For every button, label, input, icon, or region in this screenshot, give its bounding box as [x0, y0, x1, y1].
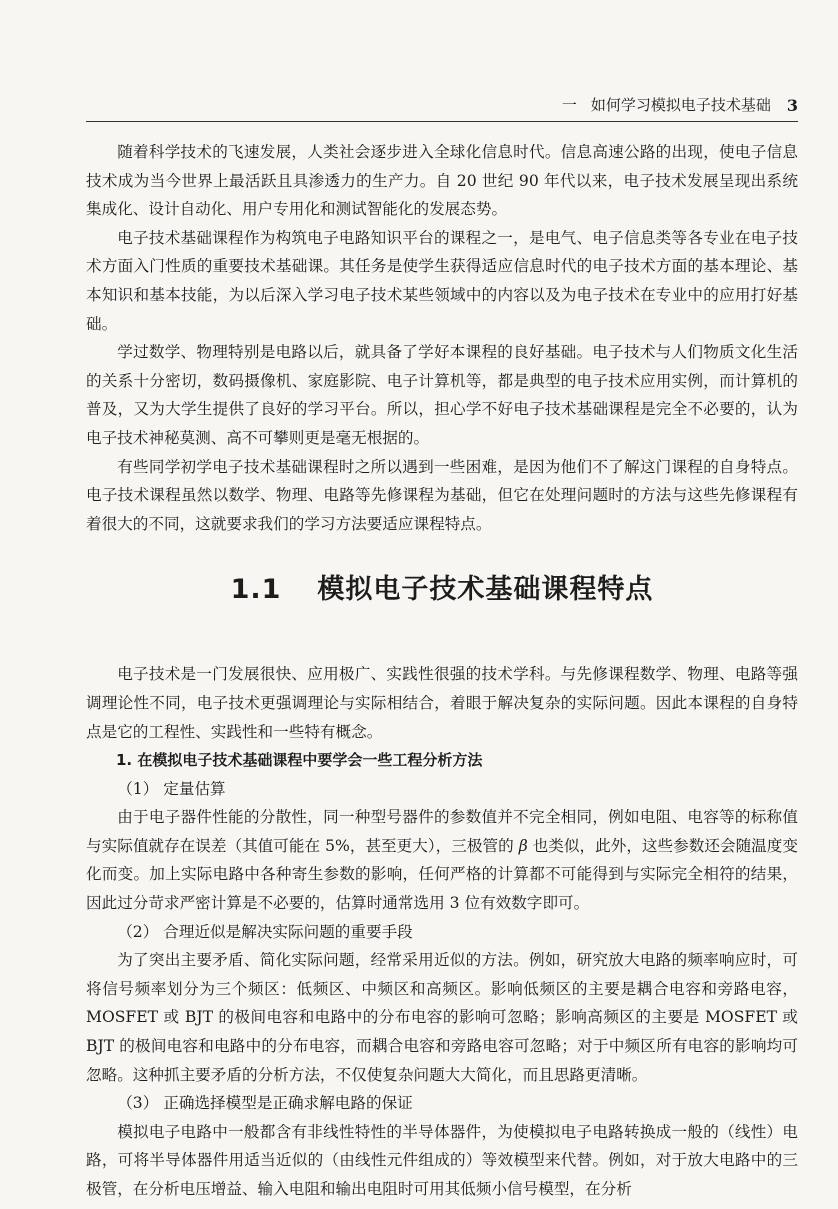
item-1-title: （1） 定量估算 [117, 779, 226, 798]
running-header [86, 88, 798, 122]
item-3-text: 模拟电子电路中一般都含有非线性特性的半导体器件，为使模拟电子电路转换成一般的（线性）电路，可将半导体器件用适当近似的（由线性元件组成的）等效模型来代替。例如，对于放大电路中的三极管，在分析电压增益、输入电阻和输出电阻时可用其低频小信号模型，在分析 [86, 1122, 798, 1198]
item-1-text [86, 803, 798, 917]
item-1-text-b: 也类似，此外，这些参数还会随温度变化而变。加上实际电路中各种寄生参数的影响，任何严格的计算都不可能得到与实际完全相符的结果，因此过分苛求严密计算是不必要的，估算时通常选用 3 位有效数字即可。 [86, 836, 798, 913]
beta-symbol: β [518, 836, 528, 855]
header-title: 如何学习模拟电子技术基础 [590, 96, 771, 114]
page-number: 3 [786, 96, 798, 115]
item-2-text: 为了突出主要矛盾、简化实际问题，经常采用近似的方法。例如，研究放大电路的频率响应时，可将信号频率划分为三个频区：低频区、中频区和高频区。影响低频区的主要是耦合电容和旁路电容，MOSFET 或 BJT 的极间电容和电路中的分布电容的影响可忽略；影响高频区的主要是 MOSFET 或 BJT 的极间电容和电路中的分布电容，而耦合电容和旁路电容可忽略；对于中频区所有电容的影响均可忽略。这种抓主要矛盾的分析方法，不仅使复杂问题大大简化，而且思路更清晰。 [86, 951, 798, 1084]
intro-paragraph: 电子技术基础课程作为构筑电子电路知识平台的课程之一，是电气、电子信息类等各专业在电子技术方面入门性质的重要技术基础课。其任务是使学生获得适应信息时代的电子技术方面的基本理论、基本知识和基本技能，为以后深入学习电子技术某些领域中的内容以及为电子技术在专业中的应用打好基础。 [86, 228, 798, 333]
section-heading [86, 560, 798, 620]
section-intro: 电子技术是一门发展很快、应用极广、实践性很强的技术学科。与先修课程数学、物理、电路等强调理论性不同，电子技术更强调理论与实际相结合，着眼于解决复杂的实际问题。因此本课程的自身特点是它的工程性、实践性和一些特有概念。 [86, 665, 798, 741]
section-number: 1.1 [230, 574, 282, 606]
item-3-title: （3） 正确选择模型是正确求解电路的保证 [117, 1094, 413, 1113]
intro-paragraph: 有些同学初学电子技术基础课程时之所以遇到一些困难，是因为他们不了解这门课程的自身特点。电子技术课程虽然以数学、物理、电路等先修课程为基础，但它在处理问题时的方法与这些先修课程有着很大的不同，这就要求我们的学习方法要适应课程特点。 [86, 457, 798, 533]
intro-paragraph: 随着科学技术的飞速发展，人类社会逐步进入全球化信息时代。信息高速公路的出现，使电子信息技术成为当今世界上最活跃且具渗透力的生产力。自 20 世纪 90 年代以来，电子技术发展呈现出系统集成化、设计自动化、用户专用化和测试智能化的发展态势。 [86, 143, 798, 219]
page-body [86, 138, 798, 1204]
section-title: 模拟电子技术基础课程特点 [317, 574, 654, 606]
item-2-title: （2） 合理近似是解决实际问题的重要手段 [117, 922, 413, 941]
subheading: 1. 在模拟电子技术基础课程中要学会一些工程分析方法 [116, 751, 483, 770]
item-1-text-a: 由于电子器件性能的分散性，同一种型号器件的参数值并不完全相同，例如电阻、电容等的标称值与实际值就存在误差（其值可能在 5%，甚至更大），三极管的 [86, 808, 798, 855]
intro-paragraph: 学过数学、物理特别是电路以后，就具备了学好本课程的良好基础。电子技术与人们物质文化生活的关系十分密切，数码摄像机、家庭影院、电子计算机等，都是典型的电子技术应用实例，而计算机的普及，又为大学生提供了良好的学习平台。所以，担心学不好电子技术基础课程是完全不必要的，认为电子技术神秘莫测、高不可攀则更是毫无根据的。 [86, 343, 798, 447]
header-dash: 一 [561, 96, 577, 114]
